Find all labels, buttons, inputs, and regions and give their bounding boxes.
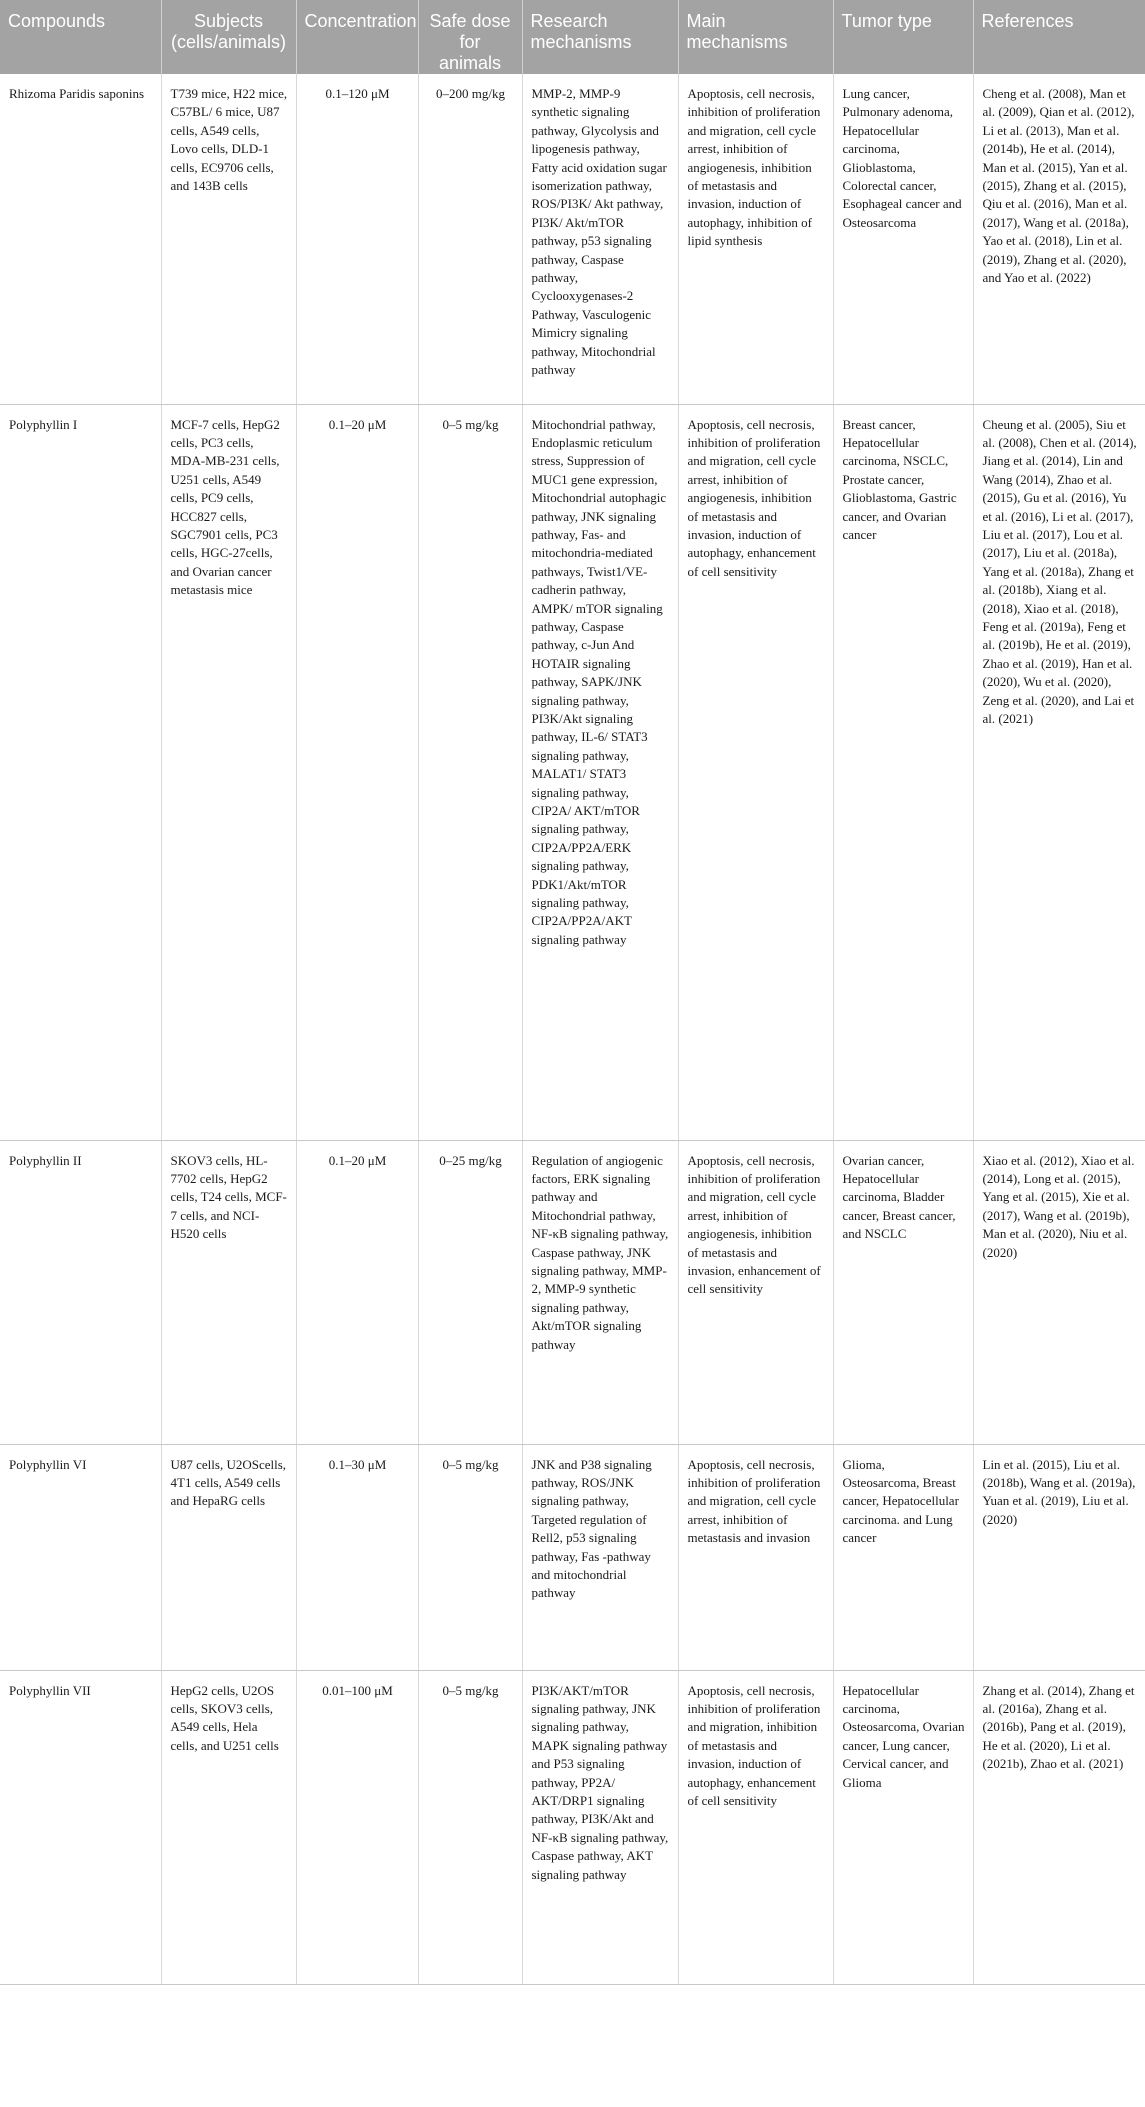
table-row xyxy=(0,74,1145,404)
cell-references: Zhang et al. (2014), Zhang et al. (2016a), Zhang et al. (2016b), Pang et al. (2019), He et al. (2020), Li et al. (2021b), Zhao et al. (2021) xyxy=(973,1670,1145,1984)
cell-compound: Polyphyllin II xyxy=(0,1140,161,1444)
header-tumor-type: Tumor type xyxy=(833,0,973,74)
header-references: References xyxy=(973,0,1145,74)
cell-safe-dose: 0–25 mg/kg xyxy=(418,1140,522,1444)
header-concentration: Concentration xyxy=(296,0,418,74)
cell-main-mechanisms: Apoptosis, cell necrosis, inhibition of proliferation and migration, cell cycle arrest, inhibition of angiogenesis, inhibition of metastasis and invasion, enhancement of cell sensitivity xyxy=(678,1140,833,1444)
cell-research-mechanisms: PI3K/AKT/mTOR signaling pathway, JNK signaling pathway, MAPK signaling pathway and P53 signaling pathway, PP2A/ AKT/DRP1 signaling pathway, PI3K/Akt and NF-κB signaling pathway, Caspase pathway, AKT signaling pathway xyxy=(522,1670,678,1984)
header-subjects: Subjects (cells/animals) xyxy=(161,0,296,74)
cell-references: Cheng et al. (2008), Man et al. (2009), Qian et al. (2012), Li et al. (2013), Man et al. (2014b), He et al. (2014), Man et al. (2015), Yan et al. (2015), Zhang et al. (2015), Qiu et al. (2016), Man et al. (2017), Wang et al. (2018a), Yao et al. (2018), Lin et al. (2019), Zhang et al. (2020), and Yao et al. (2022) xyxy=(973,74,1145,404)
header-compounds: Compounds xyxy=(0,0,161,74)
cell-subjects: U87 cells, U2OScells, 4T1 cells, A549 cells and HepaRG cells xyxy=(161,1444,296,1670)
cell-research-mechanisms: Regulation of angiogenic factors, ERK signaling pathway and Mitochondrial pathway, NF-κB signaling pathway, Caspase pathway, JNK signaling pathway, MMP-2, MMP-9 synthetic signaling pathway, Akt/mTOR signaling pathway xyxy=(522,1140,678,1444)
cell-tumor-type: Hepatocellular carcinoma, Osteosarcoma, Ovarian cancer, Lung cancer, Cervical cancer, and Glioma xyxy=(833,1670,973,1984)
cell-main-mechanisms: Apoptosis, cell necrosis, inhibition of proliferation and migration, cell cycle arrest, inhibition of angiogenesis, inhibition of metastasis and invasion, induction of autophagy, inhibition of lipid synthesis xyxy=(678,74,833,404)
cell-safe-dose: 0–5 mg/kg xyxy=(418,1670,522,1984)
table-row xyxy=(0,1140,1145,1444)
cell-main-mechanisms: Apoptosis, cell necrosis, inhibition of proliferation and migration, cell cycle arrest, inhibition of angiogenesis, inhibition of metastasis and invasion, induction of autophagy, enhancement of cell sensitivity xyxy=(678,404,833,1140)
cell-research-mechanisms: JNK and P38 signaling pathway, ROS/JNK signaling pathway, Targeted regulation of Rell2, p53 signaling pathway, Fas -pathway and mitochondrial pathway xyxy=(522,1444,678,1670)
cell-main-mechanisms: Apoptosis, cell necrosis, inhibition of proliferation and migration, cell cycle arrest, inhibition of metastasis and invasion xyxy=(678,1444,833,1670)
cell-safe-dose: 0–200 mg/kg xyxy=(418,74,522,404)
cell-main-mechanisms: Apoptosis, cell necrosis, inhibition of proliferation and migration, inhibition of metastasis and invasion, induction of autophagy, enhancement of cell sensitivity xyxy=(678,1670,833,1984)
header-research-mechanisms: Research mechanisms xyxy=(522,0,678,74)
cell-concentration: 0.1–20 μM xyxy=(296,1140,418,1444)
cell-concentration: 0.1–120 μM xyxy=(296,74,418,404)
cell-tumor-type: Glioma, Osteosarcoma, Breast cancer, Hepatocellular carcinoma. and Lung cancer xyxy=(833,1444,973,1670)
cell-safe-dose: 0–5 mg/kg xyxy=(418,404,522,1140)
table-row xyxy=(0,1670,1145,1984)
cell-subjects: MCF-7 cells, HepG2 cells, PC3 cells, MDA-MB-231 cells, U251 cells, A549 cells, PC9 cells, HCC827 cells, SGC7901 cells, PC3 cells, HGC-27cells, and Ovarian cancer metastasis mice xyxy=(161,404,296,1140)
cell-concentration: 0.1–20 μM xyxy=(296,404,418,1140)
cell-compound: Polyphyllin I xyxy=(0,404,161,1140)
cell-subjects: HepG2 cells, U2OS cells, SKOV3 cells, A549 cells, Hela cells, and U251 cells xyxy=(161,1670,296,1984)
cell-concentration: 0.01–100 μM xyxy=(296,1670,418,1984)
cell-tumor-type: Ovarian cancer, Hepatocellular carcinoma, Bladder cancer, Breast cancer, and NSCLC xyxy=(833,1140,973,1444)
table-row xyxy=(0,1444,1145,1670)
cell-references: Cheung et al. (2005), Siu et al. (2008), Chen et al. (2014), Jiang et al. (2014), Lin and Wang (2014), Zhao et al. (2015), Gu et al. (2016), Yu et al. (2016), Li et al. (2017), Liu et al. (2017), Lou et al. (2017), Liu et al. (2018a), Yang et al. (2018a), Zhang et al. (2018b), Xiang et al. (2018), Xiao et al. (2018), Feng et al. (2019a), Feng et al. (2019b), He et al. (2019), Zhao et al. (2019), Han et al. (2020), Wu et al. (2020), Zeng et al. (2020), and Lai et al. (2021) xyxy=(973,404,1145,1140)
cell-concentration: 0.1–30 μM xyxy=(296,1444,418,1670)
cell-subjects: T739 mice, H22 mice, C57BL/ 6 mice, U87 cells, A549 cells, Lovo cells, DLD-1 cells, EC9706 cells, and 143B cells xyxy=(161,74,296,404)
cell-safe-dose: 0–5 mg/kg xyxy=(418,1444,522,1670)
cell-research-mechanisms: Mitochondrial pathway, Endoplasmic reticulum stress, Suppression of MUC1 gene expression, Mitochondrial autophagic pathway, JNK signaling pathway, Fas- and mitochondria-mediated pathways, Twist1/VE-cadherin pathway, AMPK/ mTOR signaling pathway, Caspase pathway, c-Jun And HOTAIR signaling pathway, SAPK/JNK signaling pathway, PI3K/Akt signaling pathway, IL-6/ STAT3 signaling pathway, MALAT1/ STAT3 signaling pathway, CIP2A/ AKT/mTOR signaling pathway, CIP2A/PP2A/ERK signaling pathway, PDK1/Akt/mTOR signaling pathway, CIP2A/PP2A/AKT signaling pathway xyxy=(522,404,678,1140)
cell-tumor-type: Breast cancer, Hepatocellular carcinoma, NSCLC, Prostate cancer, Glioblastoma, Gastric cancer, and Ovarian cancer xyxy=(833,404,973,1140)
cell-subjects: SKOV3 cells, HL-7702 cells, HepG2 cells, T24 cells, MCF-7 cells, and NCI-H520 cells xyxy=(161,1140,296,1444)
table-row xyxy=(0,404,1145,1140)
cell-compound: Rhizoma Paridis saponins xyxy=(0,74,161,404)
cell-references: Lin et al. (2015), Liu et al. (2018b), Wang et al. (2019a), Yuan et al. (2019), Liu et al. (2020) xyxy=(973,1444,1145,1670)
cell-compound: Polyphyllin VII xyxy=(0,1670,161,1984)
header-main-mechanisms: Main mechanisms xyxy=(678,0,833,74)
header-row xyxy=(0,0,1145,74)
cell-research-mechanisms: MMP-2, MMP-9 synthetic signaling pathway, Glycolysis and lipogenesis pathway, Fatty acid oxidation sugar isomerization pathway, ROS/PI3K/ Akt pathway, PI3K/ Akt/mTOR pathway, p53 signaling pathway, Caspase pathway, Cyclooxygenases-2 Pathway, Vasculogenic Mimicry signaling pathway, Mitochondrial pathway xyxy=(522,74,678,404)
cell-compound: Polyphyllin VI xyxy=(0,1444,161,1670)
cell-references: Xiao et al. (2012), Xiao et al. (2014), Long et al. (2015), Yang et al. (2015), Xie et al. (2017), Wang et al. (2019b), Man et al. (2020), Niu et al. (2020) xyxy=(973,1140,1145,1444)
cell-tumor-type: Lung cancer, Pulmonary adenoma, Hepatocellular carcinoma, Glioblastoma, Colorectal cancer, Esophageal cancer and Osteosarcoma xyxy=(833,74,973,404)
header-safe-dose: Safe dose for animals xyxy=(418,0,522,74)
